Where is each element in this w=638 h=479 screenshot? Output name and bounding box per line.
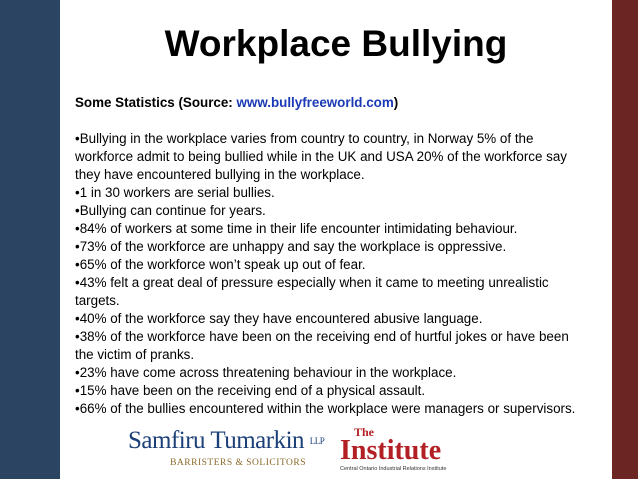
slide-title: Workplace Bullying xyxy=(164,23,508,64)
statistic-item: •65% of the workforce won’t speak up out of fear. xyxy=(75,257,366,272)
samfiru-tumarkin-logo xyxy=(128,426,324,472)
institute-tagline: Central Ontario Industrial Relations Institute xyxy=(340,466,447,472)
intro-suffix: ) xyxy=(393,95,399,110)
statistics-list xyxy=(75,130,585,418)
statistic-item: •43% felt a great deal of pressure especially when it came to meeting unrealistic targets. xyxy=(75,275,549,308)
statistic-item: •Bullying in the workplace varies from country to country, in Norway 5% of the workforce admit to being bullied while in the UK and USA 20% of the workforce say they have encountered bullying in the workplace. xyxy=(75,131,567,182)
samfiru-name: Samfiru Tumarkin xyxy=(128,427,305,454)
slide-body xyxy=(75,94,585,418)
statistic-item: •Bullying can continue for years. xyxy=(75,203,266,218)
statistics-intro xyxy=(75,94,585,112)
samfiru-subtitle: BARRISTERS & SOLICITORS xyxy=(170,458,306,468)
logo-strip xyxy=(60,424,612,476)
statistic-item: •40% of the workforce say they have encountered abusive language. xyxy=(75,311,483,326)
source-link[interactable]: www.bullyfreeworld.com xyxy=(236,95,394,110)
statistic-item: •1 in 30 workers are serial bullies. xyxy=(75,185,275,200)
right-accent-bar xyxy=(612,0,638,479)
statistic-item: •15% have been on the receiving end of a physical assault. xyxy=(75,383,426,398)
statistic-item: •66% of the bullies encountered within the workplace were managers or supervisors. xyxy=(75,401,576,416)
institute-the: The xyxy=(354,425,375,439)
statistic-item: •38% of the workforce have been on the receiving end of hurtful jokes or have been the victim of pranks. xyxy=(75,329,569,362)
statistic-item: •73% of the workforce are unhappy and say the workplace is oppressive. xyxy=(75,239,507,254)
institute-name: Institute xyxy=(340,435,442,466)
intro-prefix: Some Statistics (Source: xyxy=(75,95,237,110)
left-accent-bar xyxy=(0,0,60,479)
samfiru-llp: LLP xyxy=(309,436,325,446)
institute-logo xyxy=(340,426,540,474)
statistic-item: •84% of workers at some time in their life encounter intimidating behaviour. xyxy=(75,221,518,236)
statistic-item: •23% have come across threatening behaviour in the workplace. xyxy=(75,365,457,380)
